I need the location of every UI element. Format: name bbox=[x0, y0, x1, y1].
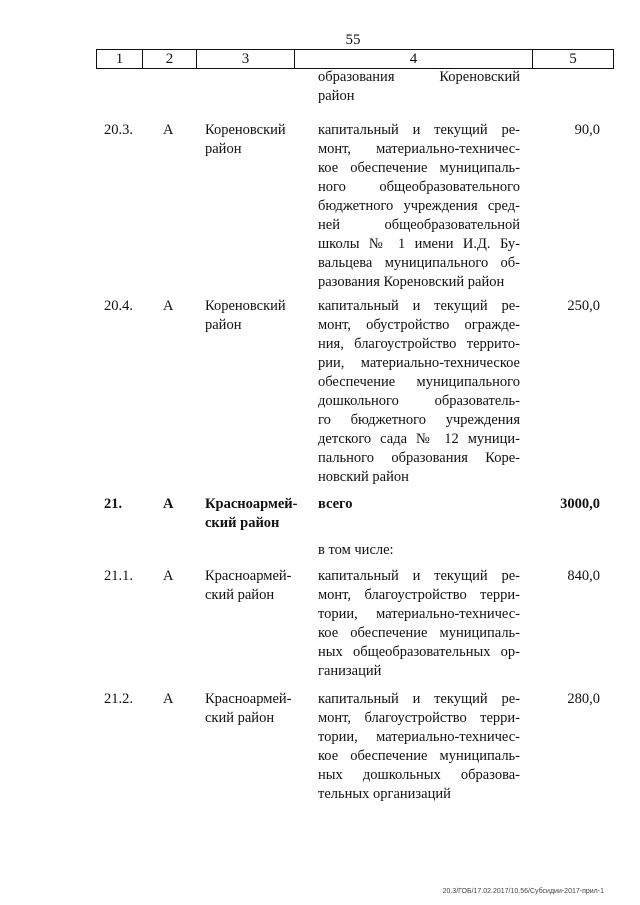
row-letter: А bbox=[163, 568, 174, 584]
row-sum: 90,0 bbox=[574, 122, 600, 138]
region-line: Кореновский bbox=[205, 298, 286, 314]
desc-line: монт, материально-техничес- bbox=[318, 141, 520, 157]
row-number: 20.4. bbox=[104, 298, 133, 314]
region-line: Красноармей- bbox=[205, 568, 292, 584]
desc-line: школы № 1 имени И.Д. Бу- bbox=[318, 236, 520, 252]
desc-line: разования Кореновский район bbox=[318, 274, 505, 290]
desc-line: ного общеобразовательного bbox=[318, 179, 520, 195]
row-letter: А bbox=[163, 298, 174, 314]
desc-line: капитальный и текущий ре- bbox=[318, 691, 520, 707]
row-region bbox=[205, 567, 305, 605]
row-region bbox=[205, 690, 305, 728]
desc-line: капитальный и текущий ре- bbox=[318, 122, 520, 138]
region-line: ский район bbox=[205, 515, 280, 531]
region-line: ский район bbox=[205, 710, 275, 726]
desc-line: дошкольного образователь- bbox=[318, 393, 520, 409]
row-number: 21. bbox=[104, 496, 123, 512]
region-line: Кореновский bbox=[205, 122, 286, 138]
desc-line: тельных организаций bbox=[318, 786, 451, 802]
row-sum: 3000,0 bbox=[560, 496, 600, 512]
desc-line: ных общеобразовательных ор- bbox=[318, 644, 520, 660]
desc-line: капитальный и текущий ре- bbox=[318, 568, 520, 584]
row-letter: А bbox=[163, 496, 174, 512]
row-description bbox=[318, 495, 520, 514]
row-letter: А bbox=[163, 691, 174, 707]
desc-line: всего bbox=[318, 496, 353, 512]
desc-line: ных дошкольных образова- bbox=[318, 767, 520, 783]
region-line: район bbox=[205, 141, 242, 157]
row-sum: 250,0 bbox=[567, 298, 600, 314]
desc-line: ганизаций bbox=[318, 663, 382, 679]
desc-line: го бюджетного учреждения bbox=[318, 412, 520, 428]
desc-line: ния, благоустройство террито- bbox=[318, 336, 520, 352]
desc-line: район bbox=[318, 88, 355, 104]
row-letter: А bbox=[163, 122, 174, 138]
row-region bbox=[205, 297, 305, 335]
row-number: 21.1. bbox=[104, 568, 133, 584]
desc-line: бюджетного учреждения сред- bbox=[318, 198, 520, 214]
continuation-text bbox=[318, 68, 520, 106]
row-region bbox=[205, 495, 305, 533]
row-description bbox=[318, 567, 520, 681]
desc-line: детского сада № 12 муници- bbox=[318, 431, 520, 447]
desc-line: кое обеспечение муниципаль- bbox=[318, 160, 520, 176]
desc-line: кое обеспечение муниципаль- bbox=[318, 625, 520, 641]
desc-line: тории, материально-техничес- bbox=[318, 729, 520, 745]
row-description bbox=[318, 297, 520, 487]
desc-line: новский район bbox=[318, 469, 409, 485]
desc-line: рии, материально-техническое bbox=[318, 355, 520, 371]
desc-line: монт, обустройство огражде- bbox=[318, 317, 520, 333]
row-description bbox=[318, 690, 520, 804]
desc-line: пального образования Коре- bbox=[318, 450, 520, 466]
row-sum: 280,0 bbox=[567, 691, 600, 707]
document-footer: 20.3/ГОБ/17.02.2017/10.56/Субсидии-2017-прил-1 bbox=[442, 888, 604, 895]
page-number: 55 bbox=[345, 32, 361, 48]
header-col-4: 4 bbox=[295, 50, 533, 69]
desc-line: ней общеобразовательной bbox=[318, 217, 520, 233]
row-region bbox=[205, 121, 305, 159]
including-label: в том числе: bbox=[318, 542, 394, 558]
region-line: Красноармей- bbox=[205, 496, 298, 512]
row-description bbox=[318, 121, 520, 292]
desc-line: монт, благоустройство терри- bbox=[318, 587, 520, 603]
desc-line: образования Кореновский bbox=[318, 69, 520, 85]
row-sum: 840,0 bbox=[567, 568, 600, 584]
desc-line: тории, материально-техничес- bbox=[318, 606, 520, 622]
desc-line: капитальный и текущий ре- bbox=[318, 298, 520, 314]
desc-line: обеспечение муниципального bbox=[318, 374, 520, 390]
row-number: 21.2. bbox=[104, 691, 133, 707]
header-col-1: 1 bbox=[97, 50, 143, 69]
region-line: ский район bbox=[205, 587, 275, 603]
column-header-table bbox=[96, 49, 614, 69]
desc-line: монт, благоустройство терри- bbox=[318, 710, 520, 726]
header-col-2: 2 bbox=[143, 50, 197, 69]
region-line: район bbox=[205, 317, 242, 333]
row-number: 20.3. bbox=[104, 122, 133, 138]
header-col-5: 5 bbox=[533, 50, 614, 69]
header-col-3: 3 bbox=[197, 50, 295, 69]
desc-line: кое обеспечение муниципаль- bbox=[318, 748, 520, 764]
region-line: Красноармей- bbox=[205, 691, 292, 707]
desc-line: вальцева муниципального об- bbox=[318, 255, 520, 271]
